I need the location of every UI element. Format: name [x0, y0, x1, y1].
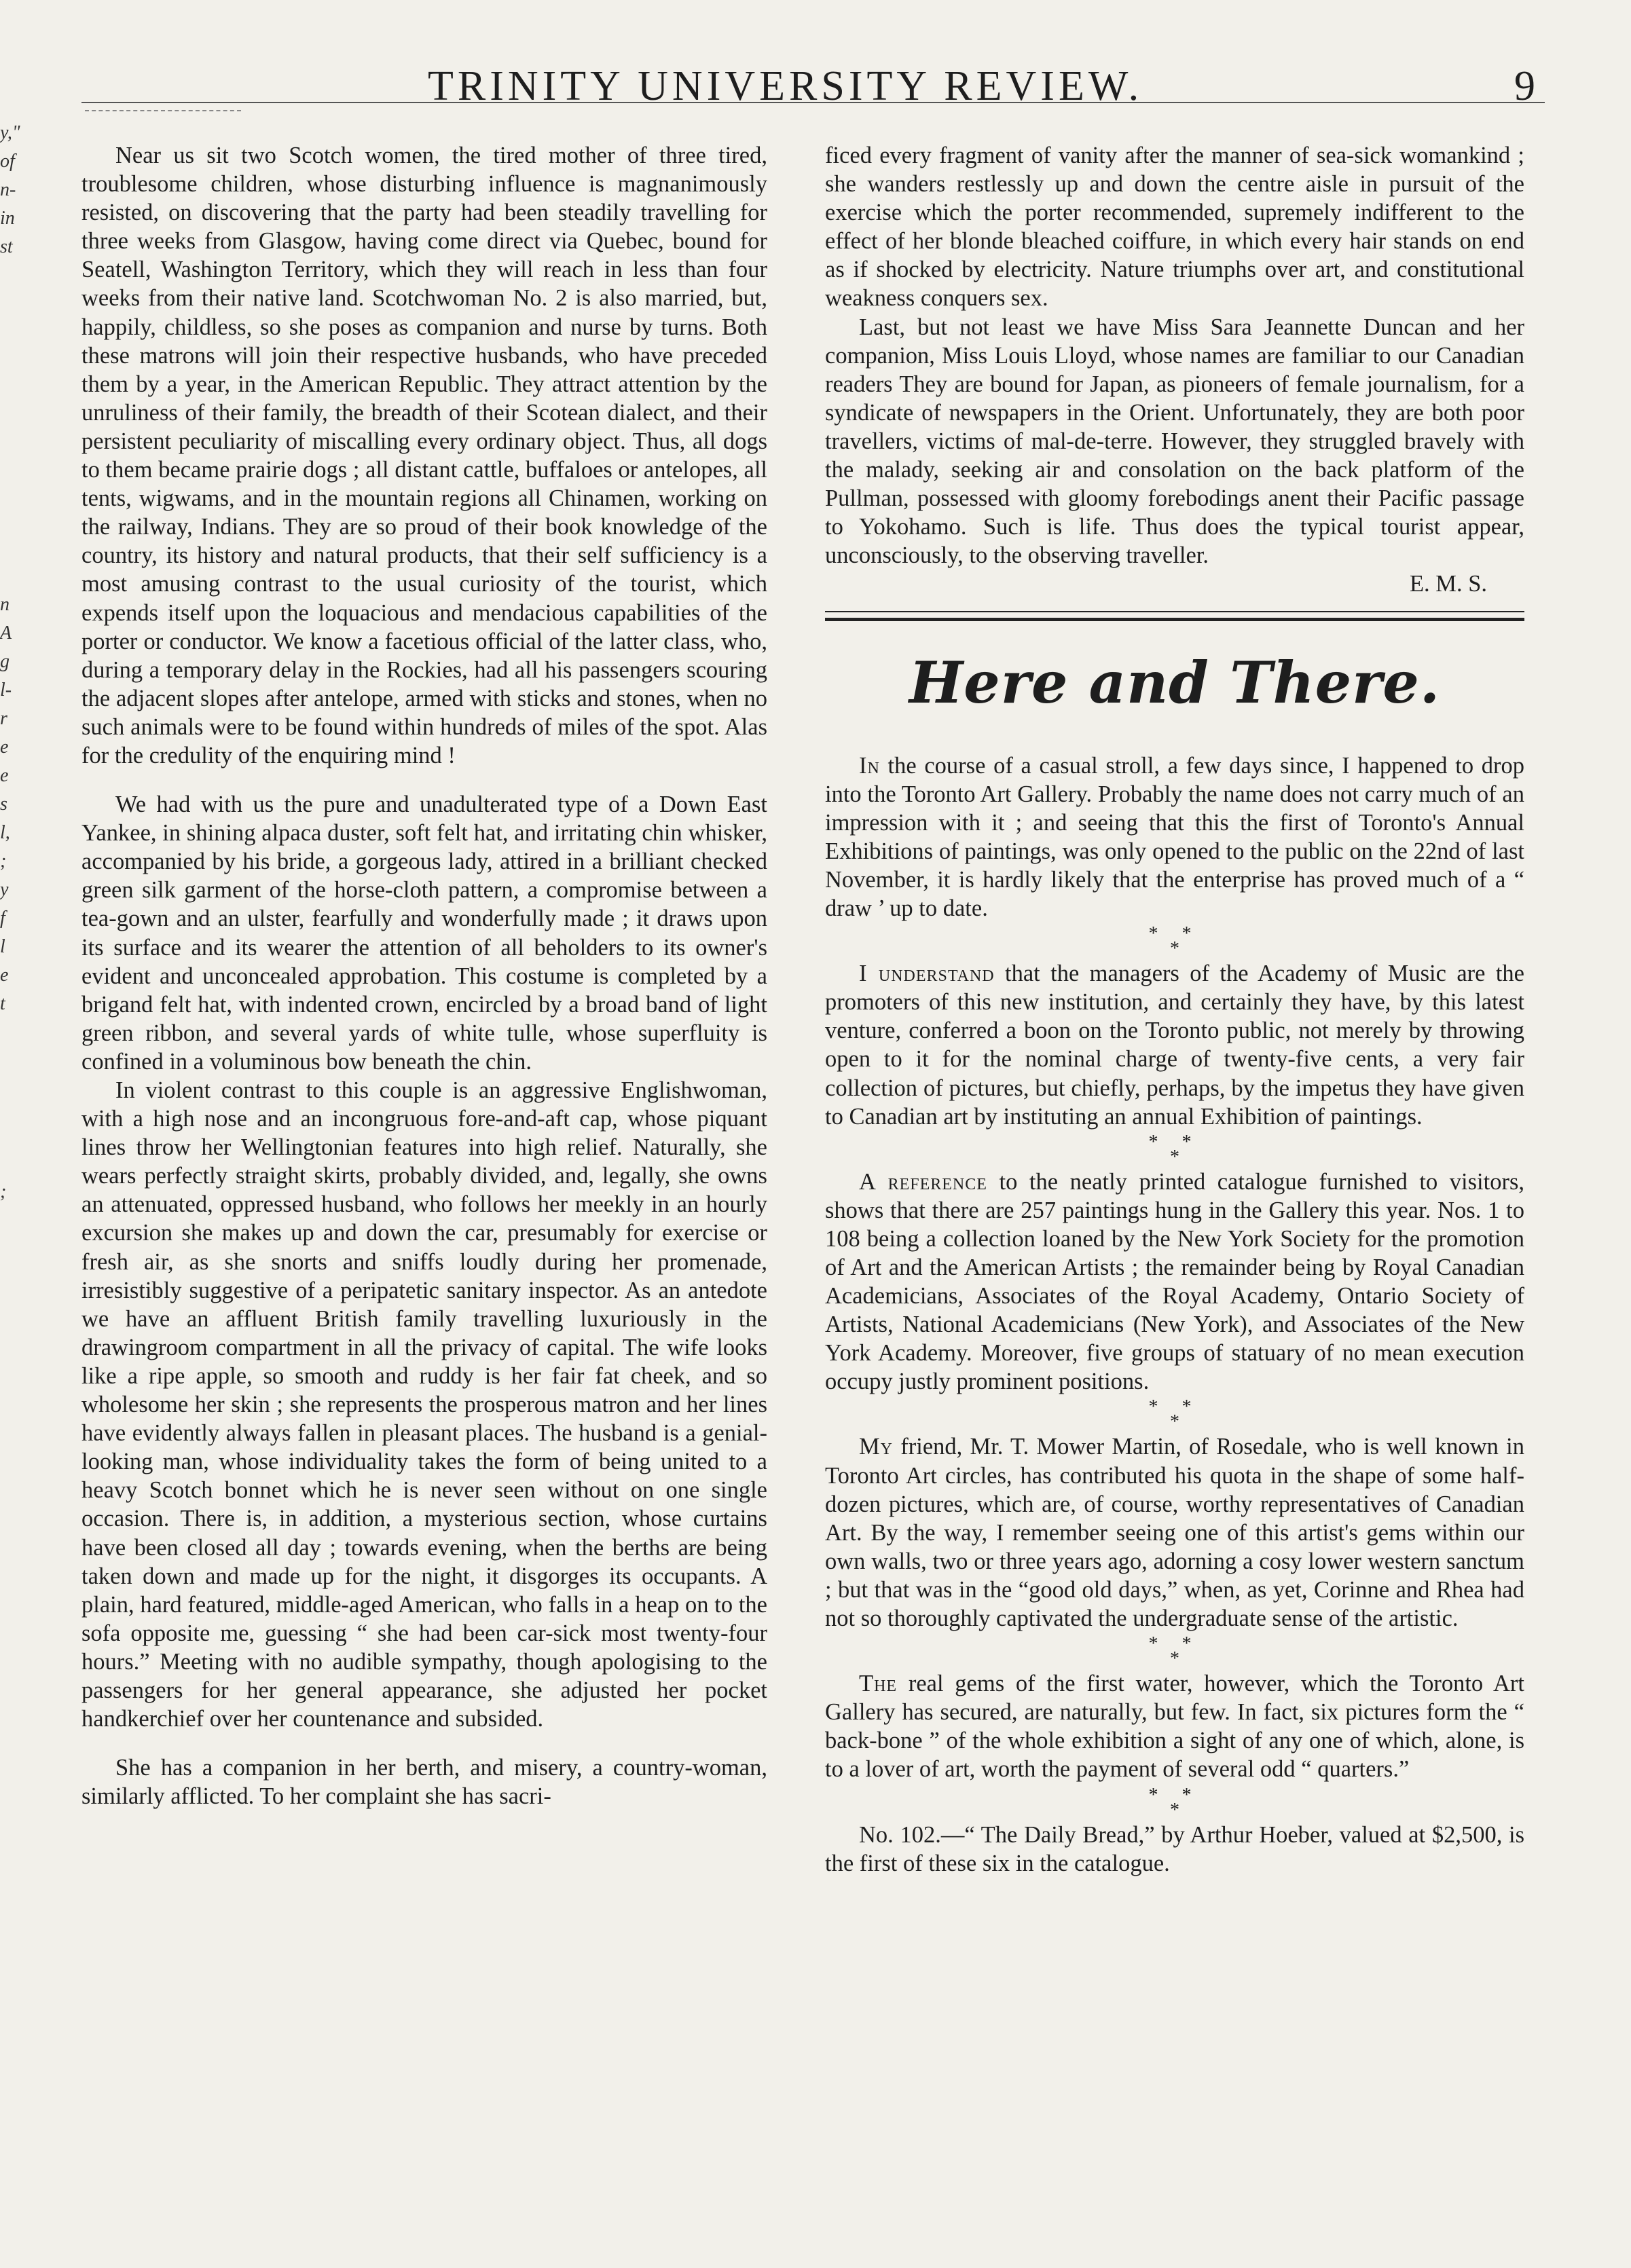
paragraph-scotch-women: Near us sit two Scotch women, the tired mother of three tired, troublesome children, whose disturbing influence is magnanimously resisted, on discovering that the party had been steadily travelling for three weeks from Glasgow, having come direct via Quebec, bound for Seatell, Washington Territory, which they will reach in less than four weeks from their native land. Scotchwoman No. 2 is also married, but, happily, childless, so she poses as companion and nurse by turns. Both these matrons will join their respective husbands, who have preceded them by a year, in the American Republic. They attract attention by the unruliness of their family, the breadth of their Scotean dialect, and their persistent peculiarity of miscalling every ordinary object. Thus, all dogs to them became prairie dogs ; all distant cattle, buffaloes or antelopes, all tents, wigwams, and in the mountain regions all Chinamen, working on the railway, Indians. They are so proud of their book knowledge of the country, its history and natural products, that their self sufficiency is a most amusing contrast to the usual curiosity of the tourist, which expends itself upon the loquacious and mendacious capabilities of the porter or conductor. We know a facetious official of the latter class, who, during a temporary delay in the Rockies, had all his passengers scouring the adjacent slopes after antelope, armed with sticks and stones, when no such animals were to be found within hundreds of miles of the spot. Alas for the credulity of the enquiring mind !: [81, 143, 767, 768]
bleed-fragment: of: [0, 151, 15, 172]
item-catalogue: [825, 1168, 1524, 1396]
asterism: * * *: [1148, 923, 1201, 960]
paragraph-yankee-couple: We had with us the pure and unadulterated type of a Down East Yankee, in shining alpaca duster, soft felt hat, and irritating chin whisker, accompanied by his bride, a gorgeous lady, attired in a brilliant checked green silk garment of the horse-cloth pattern, a compromise between a tea-gown and an ulster, fearfully and wonderfully made ; it draws upon its surface and its wearer the attention of all beholders to its owner's evident and unconcealed approbation. This costume is completed by a brigand felt hat, with indented crown, encircled by a broad band of light green ribbon, and several yards of white tulle, whose superfluity is confined in a voluminous bow beneath the chin.: [81, 792, 767, 1075]
item-text: the course of a casual stroll, a few days since, I happened to drop into the Toronto Art Gallery. Probably the name does not carry much of an impression with it ; and seeing that this the first of Toronto's Annual Exhibitions of paintings, was only opened to the public on the 22nd of last November, it is hardly likely that the enterprise has proved much of a “ draw ’ up to date.: [825, 752, 1525, 922]
bleed-fragment: l,: [0, 822, 10, 843]
page-number: 9: [1514, 63, 1535, 109]
bleed-fragment: t: [0, 993, 5, 1014]
bleed-fragment: e: [0, 765, 9, 786]
asterism: * * *: [1148, 1396, 1201, 1433]
item-text: that the managers of the Academy of Music are the promoters of this new institution, and certainly they have, by this latest venture, conferred a boon on the Toronto public, not merely by throwing open to it for the nominal charge of twenty-five cents, a very fair collection of pictures, but chiefly, perhaps, by the impetus they have given to Canadian art by instituting an annual Exhibition of paintings.: [825, 961, 1524, 1130]
header-smudge: [85, 110, 241, 111]
asterism: * * *: [1148, 1131, 1201, 1168]
bleed-fragment: y,": [0, 122, 20, 143]
item-text: real gems of the first water, however, which the Toronto Art Gallery has secured, are naturally, but few. In fact, six pictures form the “ back-bone ” of the whole exhibition a sight of any one of which, alone, is to a lover of art, worth the payment of several odd “ quarters.”: [825, 1671, 1524, 1783]
asterism: * * *: [1148, 1633, 1201, 1670]
running-title: TRINITY UNIVERSITY REVIEW.: [428, 63, 1143, 109]
bleed-fragment: e: [0, 965, 9, 986]
item-text: friend, Mr. T. Mower Martin, of Rosedale, who is well known in Toronto Art circles, has contributed his quota in the shape of some half-dozen pictures, which are, of course, worthy representatives of Canadian Art. By the way, I remember seeing one of this artist's gems within our own walls, two or three years ago, adorning a cosy lower western sanctum ; but that was in the “good old days,” when, as yet, Corinne and Rhea had not so thoroughly captivated the undergraduate sense of the artistic.: [825, 1434, 1525, 1632]
paragraph-englishwoman: In violent contrast to this couple is an aggressive Englishwoman, with a high nose and an incongruous fore-and-aft cap, whose piquant lines throw her Wellingtonian features into high relief. Naturally, she wears perfectly straight skirts, probably divided, and, legally, she owns an attenuated, oppressed husband, who follows her meekly in an hourly excursion she makes up and down the car, presumably for exercise or fresh air, as she snorts and sniffs loudly during her promenade, irresistibly suggestive of a peripatetic sanitary inspector. As an antedote we have an affluent British family travelling luxuriously in the drawingroom compartment in all the privacy of capital. The wife looks like a ripe apple, so smooth and ruddy is her fair fat cheek, and so wholesome her skin ; she represents the prosperous matron and her lines have evidently always fallen in pleasant places. The husband is a genial-looking man, whose individuality takes the form of being united to a heavy Scotch bonnet which he is never seen without on one single occasion. There is, in addition, a mysterious section, whose curtains have been closed all day ; towards evening, when the berths are being taken down and made up for the night, it disgorges its occupants. A plain, hard featured, middle-aged American, who falls in a heap on to the sofa opposite me, guessing “ she had been car-sick most twenty-four hours.” Meeting with no audible sympathy, though apologising to the passengers for her general appearance, she adjusted her pocket handkerchief over her countenance and subsided.: [81, 1077, 767, 1732]
item-lead: My: [859, 1434, 894, 1460]
paragraph-duncan-lloyd: [825, 313, 1524, 570]
item-mower-martin: [825, 1432, 1524, 1633]
bleed-fragment: l: [0, 936, 5, 957]
bleed-fragment: A: [0, 622, 12, 644]
item-lead: I understand: [859, 961, 995, 987]
bleed-fragment: y: [0, 879, 9, 900]
section-title: Here and There.: [909, 648, 1441, 716]
bleed-fragment: r: [0, 708, 7, 729]
bleed-fragment: st: [0, 236, 13, 257]
bleed-fragment: l-: [0, 680, 12, 701]
item-art-gallery: [825, 751, 1524, 923]
item-text: No. 102.—“ The Daily Bread,” by Arthur Hoeber, valued at $2,500, is the first of these six in the catalogue.: [825, 1821, 1524, 1876]
author-signature: E. M. S.: [1409, 571, 1487, 597]
item-lead: A reference: [859, 1168, 987, 1195]
bleed-fragment: n-: [0, 179, 16, 200]
item-academy: [825, 959, 1524, 1131]
item-lead: In: [859, 752, 880, 779]
bleed-fragment: in: [0, 208, 15, 229]
paragraph-companion: She has a companion in her berth, and misery, a country-woman, similarly afflicted. To her complaint she has sacri-: [81, 1755, 767, 1810]
page-header: [0, 0, 1631, 119]
bleed-fragment: f: [0, 908, 5, 929]
paragraph-duncan-lloyd-text: Last, but not least we have Miss Sara Jeannette Duncan and her companion, Miss Louis Lloyd, whose names are familiar to our Canadian readers They are bound for Japan, as pioneers of female journalism, for a syndicate of newspapers in the Orient. Unfortunately, they are both poor travellers, victims of mal-de-terre. However, they struggled bravely with the malady, seeking air and consolation on the back platform of the Pullman, possessed with gloomy forebodings anent their Pacific passage to Yokohamo. Such is life. Thus does the typical tourist appear, unconsciously, to the observing traveller.: [825, 314, 1524, 569]
bleed-fragment: ;: [0, 851, 7, 872]
bleed-fragment: s: [0, 794, 7, 815]
bleed-fragment: e: [0, 737, 9, 758]
bleed-fragment: n: [0, 594, 10, 615]
paragraph-continuation: ficed every fragment of vanity after the manner of sea-sick womankind ; she wanders restlessly up and down the centre aisle in pursuit of the exercise which the porter recommended, supremely indifferent to the effect of her blonde bleached coiffure, in which every hair stands on end as if shocked by electricity. Nature triumphs over art, and constitutional weakness conquers sex.: [825, 143, 1524, 312]
bleed-fragment: g: [0, 651, 10, 672]
right-column: [825, 141, 1524, 1878]
signature-line: [825, 570, 1524, 598]
item-real-gems: [825, 1669, 1524, 1783]
section-divider: [825, 611, 1524, 621]
item-lead: The: [859, 1671, 898, 1697]
item-text: to the neatly printed catalogue furnished to visitors, shows that there are 257 paintings hung in the Gallery this year. Nos. 1 to 108 being a collection loaned by the New York Society for the promotion of Art and the American Artists ; the remainder being by Royal Canadian Academicians, Associates of the Royal Academy, Ontario Society of Artists, National Academicians (New York), and Associates of the New York Academy. Moreover, five groups of statuary of no mean execution occupy justly prominent positions.: [825, 1168, 1525, 1395]
bleed-fragment: ;: [0, 1181, 7, 1202]
asterism: * * *: [1148, 1784, 1201, 1821]
left-column: [81, 141, 767, 1810]
item-daily-bread: [825, 1821, 1524, 1878]
header-rule: [81, 102, 1545, 103]
